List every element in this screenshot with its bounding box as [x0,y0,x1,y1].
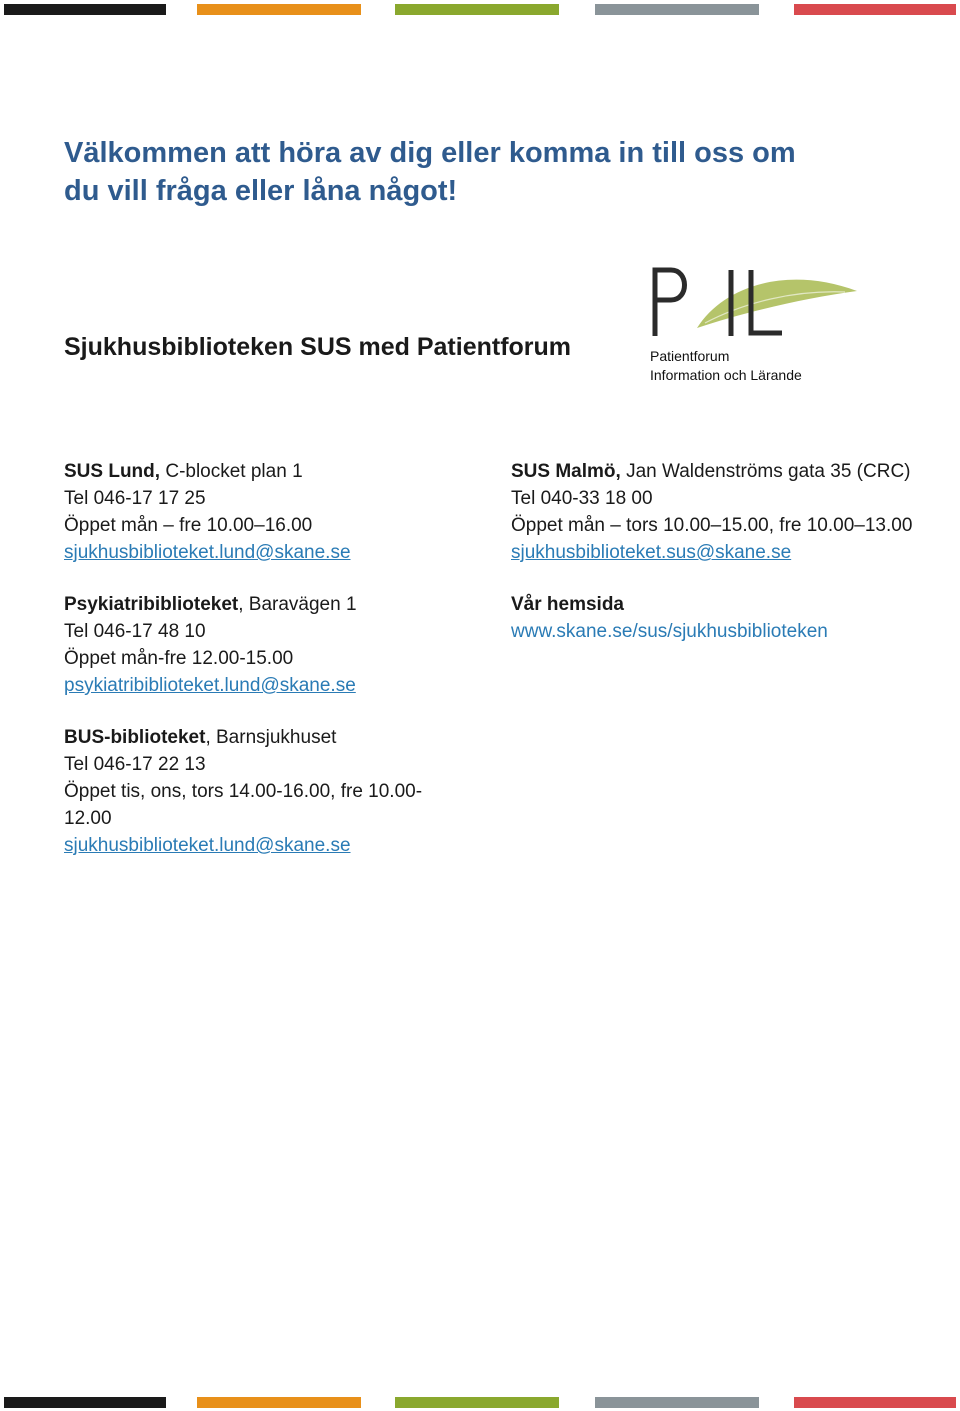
pil-logo-mark-icon [645,262,875,347]
malmo-email-link[interactable]: sjukhusbiblioteket.sus@skane.se [511,542,792,563]
lund-title-line [64,458,464,485]
lund-hours: Öppet mån – fre 10.00–16.00 [64,515,313,536]
stripe-orange [197,1397,361,1408]
malmo-title-line [511,458,951,485]
psyk-email-link[interactable]: psykiatribiblioteket.lund@skane.se [64,675,356,696]
stripe-green [395,4,559,15]
logo-tagline-1: Patientforum [650,348,730,364]
pil-logo [645,262,875,390]
stripe-black [4,1397,166,1408]
malmo-phone: Tel 040-33 18 00 [511,488,653,509]
bus-phone: Tel 046-17 22 13 [64,754,206,775]
bus-title-line [64,724,454,751]
psyk-title-line [64,591,464,618]
website-link[interactable]: www.skane.se/sus/sjukhusbiblioteken [511,621,828,642]
lund-address: C-blocket plan 1 [160,461,303,482]
stripe-gray [595,4,759,15]
malmo-address: Jan Waldenströms gata 35 (CRC) [620,461,911,482]
top-color-stripe [0,4,960,15]
bus-address: , Barnsjukhuset [205,727,337,748]
page-subtitle: Sjukhusbiblioteken SUS med Patientforum [64,333,572,361]
welcome-heading: Välkommen att höra av dig eller komma in till oss om du vill fråga eller låna något! [64,137,796,207]
lund-name: SUS Lund, [64,461,161,482]
logo-tagline-2: Information och Lärande [650,367,802,383]
malmo-name: SUS Malmö, [511,461,621,482]
bus-hours: Öppet tis, ons, tors 14.00-16.00, fre 10.00-12.00 [64,781,423,829]
psyk-address: , Baravägen 1 [238,594,357,615]
bus-email-link[interactable]: sjukhusbiblioteket.lund@skane.se [64,835,351,856]
stripe-red [794,1397,956,1408]
lund-email-link[interactable]: sjukhusbiblioteket.lund@skane.se [64,542,351,563]
sus-malmo-contact [511,458,951,566]
sus-lund-contact [64,458,464,566]
bottom-color-stripe [0,1397,960,1408]
pil-logo-text: PIL [645,262,647,263]
stripe-black [4,4,166,15]
psyk-name: Psykiatribiblioteket [64,594,239,615]
stripe-gray [595,1397,759,1408]
malmo-hours: Öppet mån – tors 10.00–15.00, fre 10.00–13.00 [511,515,913,536]
website-section [511,591,951,645]
psyk-phone: Tel 046-17 48 10 [64,621,206,642]
psykiatribiblioteket-contact [64,591,464,699]
website-label: Vår hemsida [511,594,624,615]
lund-phone: Tel 046-17 17 25 [64,488,206,509]
bus-name: BUS-biblioteket [64,727,206,748]
bus-biblioteket-contact [64,724,454,859]
psyk-hours: Öppet mån-fre 12.00-15.00 [64,648,294,669]
stripe-red [794,4,956,15]
stripe-orange [197,4,361,15]
stripe-green [395,1397,559,1408]
